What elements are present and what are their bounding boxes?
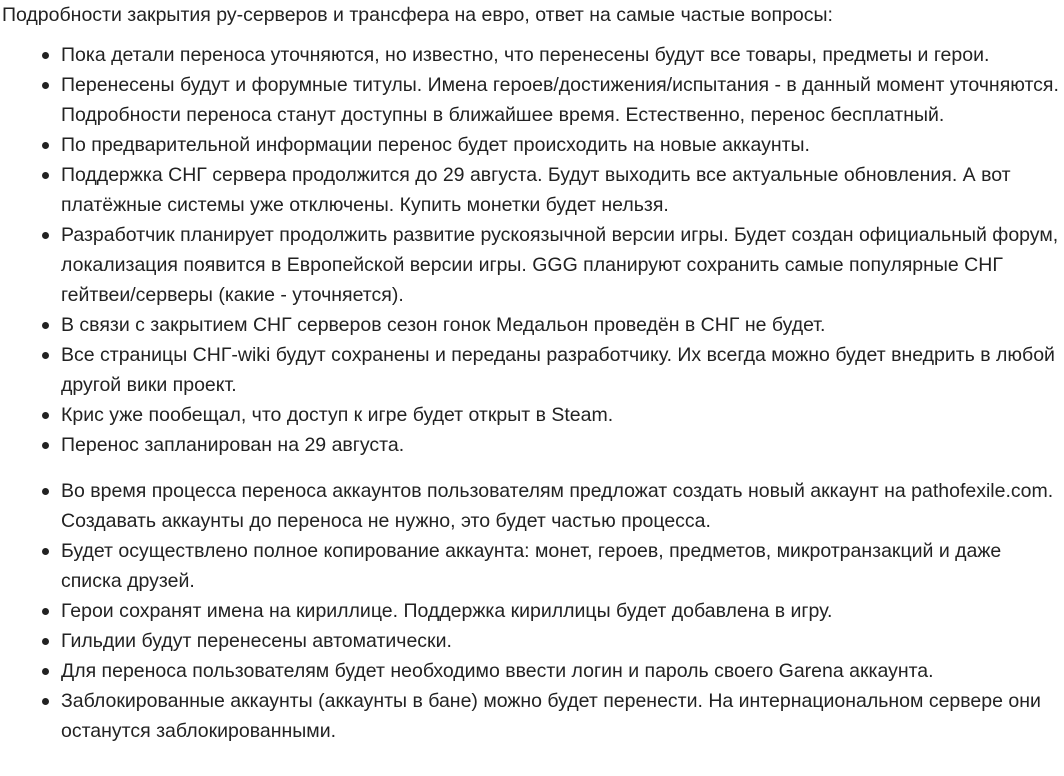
bullet-icon: [42, 638, 49, 645]
list-item: [2, 340, 1064, 400]
list-item: [2, 310, 1064, 340]
list-item-text: Разработчик планирует продолжить развитие рускоязычной версии игры. Будет создан официальный форум, локализация появится в Европейской версии игры. GGG планируют сохранить самые популярные СНГ гейтвеи/серверы (какие - уточняется).: [61, 224, 1059, 306]
list-item-text: Будет осуществлено полное копирование аккаунта: монет, героев, предметов, микротранзакций и даже списка друзей.: [61, 540, 1002, 592]
list-item: [2, 596, 1064, 626]
list-item: [2, 536, 1064, 596]
bullet-icon: [42, 172, 49, 179]
list-item: [2, 160, 1064, 220]
post-heading: Подробности закрытия ру-серверов и трансфера на евро, ответ на самые частые вопросы:: [2, 4, 833, 26]
list-item: [2, 70, 1064, 130]
list-item-text: Гильдии будут перенесены автоматически.: [61, 630, 452, 652]
list-item: [2, 626, 1064, 656]
bullet-icon: [42, 322, 49, 329]
list-item-text: Для переноса пользователям будет необходимо ввести логин и пароль своего Garena аккаунта.: [61, 660, 934, 682]
list-item: [2, 686, 1064, 746]
list-item: [2, 400, 1064, 430]
list-item-text: Перенесены будут и форумные титулы. Имена героев/достижения/испытания - в данный момент уточняются. Подробности переноса станут доступны в ближайшее время. Естественно, перенос бесплатный.: [61, 74, 1059, 126]
bullet-icon: [42, 548, 49, 555]
list-item-text: Поддержка СНГ сервера продолжится до 29 августа. Будут выходить все актуальные обновления. А вот платёжные системы уже отключены. Купить монетки будет нельзя.: [61, 164, 1011, 216]
bullet-icon: [42, 488, 49, 495]
list-item: [2, 430, 1064, 460]
bullet-icon: [42, 82, 49, 89]
list-item-text: Пока детали переноса уточняются, но известно, что перенесены будут все товары, предметы и герои.: [61, 44, 990, 66]
bullet-list-main: [2, 40, 1064, 460]
bullet-icon: [42, 232, 49, 239]
list-item: [2, 476, 1064, 536]
list-item-text: Заблокированные аккаунты (аккаунты в бане) можно будет перенести. На интернациональном сервере они останутся заблокированными.: [61, 690, 1041, 742]
list-item-text: По предварительной информации перенос будет происходить на новые аккаунты.: [61, 134, 810, 156]
bullet-icon: [42, 412, 49, 419]
list-item: [2, 130, 1064, 160]
bullet-icon: [42, 442, 49, 449]
bullet-icon: [42, 698, 49, 705]
list-item-text: В связи с закрытием СНГ серверов сезон гонок Медальон проведён в СНГ не будет.: [61, 314, 826, 336]
list-item-text: Все страницы СНГ-wiki будут сохранены и переданы разработчику. Их всегда можно будет внедрить в любой другой вики проект.: [61, 344, 1055, 396]
bullet-list-transfer: [2, 476, 1064, 746]
bullet-icon: [42, 352, 49, 359]
bullet-icon: [42, 52, 49, 59]
bullet-icon: [42, 668, 49, 675]
bullet-icon: [42, 608, 49, 615]
bullet-icon: [42, 142, 49, 149]
list-item: [2, 656, 1064, 686]
list-item-text: Герои сохранят имена на кириллице. Поддержка кириллицы будет добавлена в игру.: [61, 600, 833, 622]
list-item: [2, 40, 1064, 70]
list-item-text: Перенос запланирован на 29 августа.: [61, 434, 405, 456]
list-item: [2, 220, 1064, 310]
list-item-text: Во время процесса переноса аккаунтов пользователям предложат создать новый аккаунт на pathofexile.com. Создавать аккаунты до переноса не нужно, это будет частью процесса.: [61, 480, 1054, 532]
list-item-text: Крис уже пообещал, что доступ к игре будет открыт в Steam.: [61, 404, 614, 426]
